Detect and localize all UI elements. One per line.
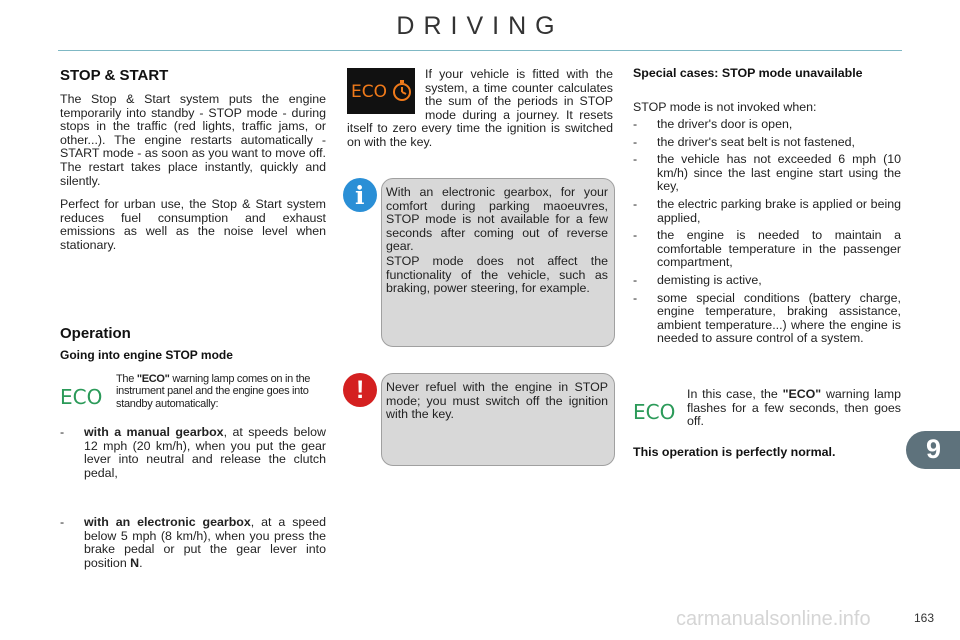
warning-text: Never refuel with the engine in STOP mode; you must switch off the ignition with the key. xyxy=(386,380,608,422)
section-heading-operation: Operation xyxy=(60,325,131,342)
special-cases-intro: STOP mode is not invoked when: xyxy=(633,100,817,114)
info-box xyxy=(381,178,615,347)
icon-wrap-spacer xyxy=(347,68,425,122)
header-divider xyxy=(58,50,902,51)
eco-time-counter-icon: ECO xyxy=(347,68,415,114)
normal-operation-note: This operation is perfectly normal. xyxy=(633,445,836,459)
list-item: - demisting is active, xyxy=(633,272,762,287)
benefits-paragraph: Perfect for urban use, the Stop & Start system reduces fuel consumption and exhaust emissions as well as the noise level when stationary. xyxy=(60,197,326,252)
page-number: 163 xyxy=(914,611,935,625)
eco-flashing-lamp-icon: ECO xyxy=(633,400,676,424)
list-item: - the driver's seat belt is not fastened, xyxy=(633,134,855,149)
page-title: DRIVING xyxy=(396,12,564,40)
list-item: - the engine is needed to maintain a comfortable temperature in the passenger compartment, xyxy=(633,228,901,270)
intro-paragraph: The Stop & Start system puts the engine temporarily into standby - STOP mode - during stops in the traffic (red lights, traffic jams, or other...). The engine restarts automatically - START mode - as soon as you want to move off. The restart takes place instantly, quickly and silently. xyxy=(60,92,326,188)
list-item: - some special conditions (battery charge, engine temperature, braking assistance, ambient temperature...) where the engine is needed to assure control of a system. xyxy=(633,290,901,346)
section-heading-stop-start: STOP & START xyxy=(60,67,169,84)
list-item-manual-gearbox: - with a manual gearbox, at speeds below 12 mph (20 km/h), when you put the gear lever into neutral and release the clutch pedal, xyxy=(60,425,327,480)
eco-warning-lamp-icon: ECO xyxy=(60,385,103,409)
list-item: - the driver's door is open, xyxy=(633,117,793,131)
time-counter-intro: If your vehicle is fitted with the system, a time counter calculates the sum of the periods in STOP mode during a journey. It resets itself to zero every time the ignition is switched on with the key. xyxy=(347,67,613,149)
watermark: carmanualsonline.info xyxy=(676,608,871,630)
info-paragraph-reverse: With an electronic gearbox, for your comfort during parking maoeuvres, STOP mode is not available for a few seconds after coming out of reverse gear. xyxy=(386,185,608,254)
list-item: - the electric parking brake is applied or being applied, xyxy=(633,196,901,225)
special-cases-heading: Special cases: STOP mode unavailable xyxy=(633,66,863,80)
eco-lamp-note: The "ECO" warning lamp comes on in the instrument panel and the engine goes into standby automatically: xyxy=(116,373,311,410)
list-item: - the vehicle has not exceeded 6 mph (10 km/h) since the last engine start using the key, xyxy=(633,152,901,194)
chapter-tab[interactable]: 9 xyxy=(906,431,960,469)
info-icon: i xyxy=(343,178,377,212)
eco-flash-note: In this case, the "ECO" warning lamp flashes for a few seconds, then goes off. xyxy=(687,387,901,429)
warning-icon: ! xyxy=(343,373,377,407)
info-paragraph-functionality: STOP mode does not affect the functionality of the vehicle, such as braking, power steering, for example. xyxy=(386,254,608,296)
special-cases-list xyxy=(633,118,901,350)
warning-box xyxy=(381,373,615,466)
subheading-stop-mode: Going into engine STOP mode xyxy=(60,348,233,362)
list-item-electronic-gearbox: - with an electronic gearbox, at a speed below 5 mph (8 km/h), when you press the brake pedal or put the gear lever into position N. xyxy=(60,515,326,570)
